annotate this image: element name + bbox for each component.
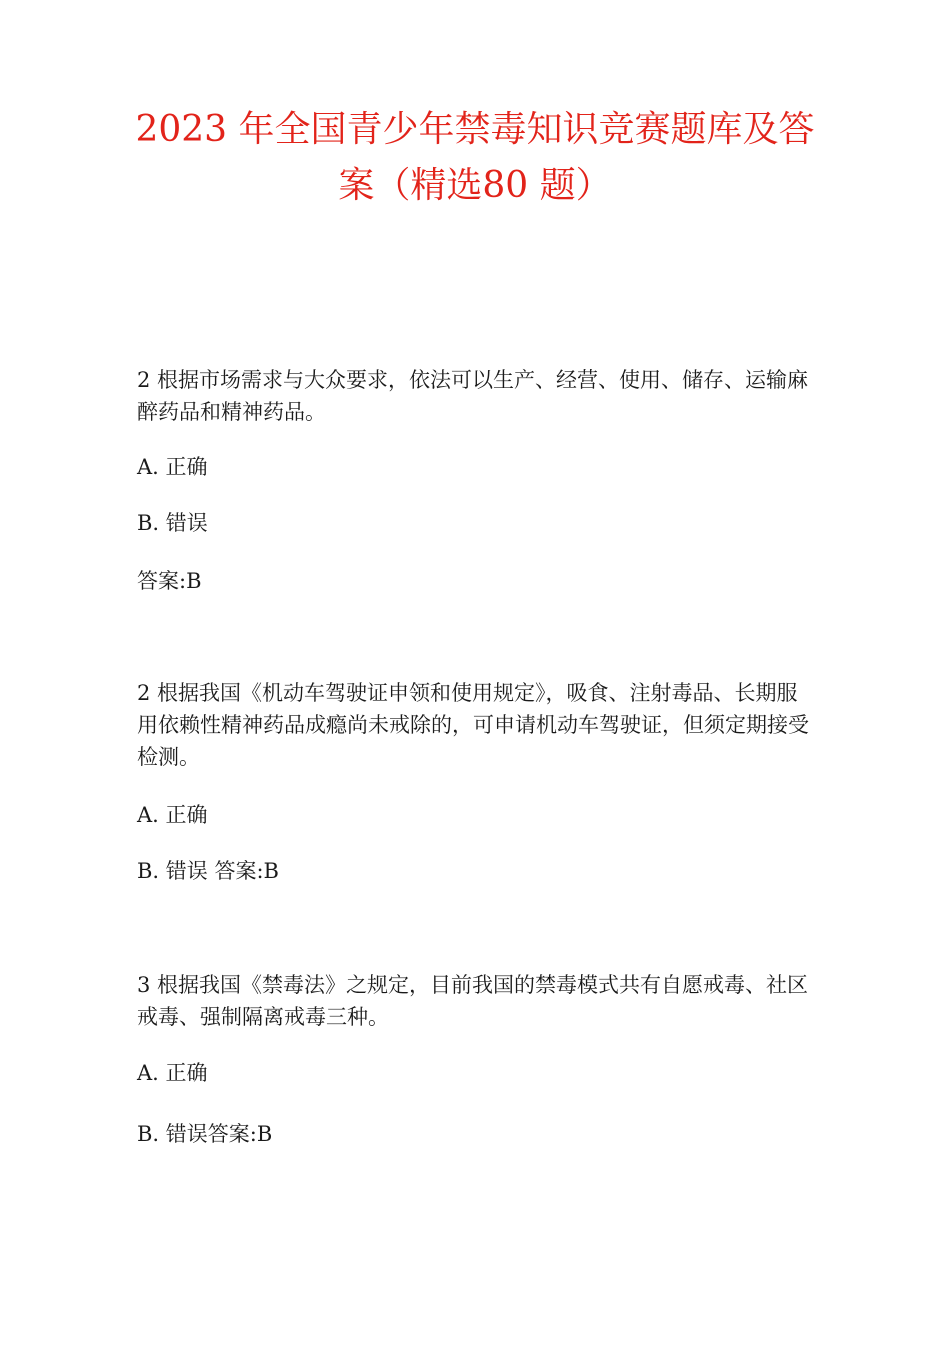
question-2-option-b-answer: B. 错误 答案:B (137, 859, 279, 883)
question-3-stem: 3 根据我国《禁毒法》之规定，目前我国的禁毒模式共有自愿戒毒、社区戒毒、强制隔离戒毒三种。 (137, 973, 809, 1029)
question-1-option-b: B. 错误 (137, 511, 208, 535)
question-2-stem: 2 根据我国《机动车驾驶证申领和使用规定》，吸食、注射毒品、长期服用依赖性精神药品成瘾尚未戒除的，可申请机动车驾驶证，但须定期接受检测。 (137, 681, 809, 769)
question-3-option-a: A. 正确 (137, 1061, 208, 1085)
question-3-option-b-answer: B. 错误答案:B (137, 1122, 273, 1146)
question-1-option-a: A. 正确 (137, 455, 208, 479)
document-title-line-1: 2023 年全国青少年禁毒知识竞赛题库及答 (135, 109, 815, 150)
question-1-stem: 2 根据市场需求与大众要求，依法可以生产、经营、使用、储存、运输麻醉药品和精神药品。 (137, 368, 809, 424)
document-title-line-2: 案（精选80 题） (338, 165, 612, 206)
question-1-answer: 答案:B (137, 569, 202, 593)
question-2-option-a: A. 正确 (137, 803, 208, 827)
